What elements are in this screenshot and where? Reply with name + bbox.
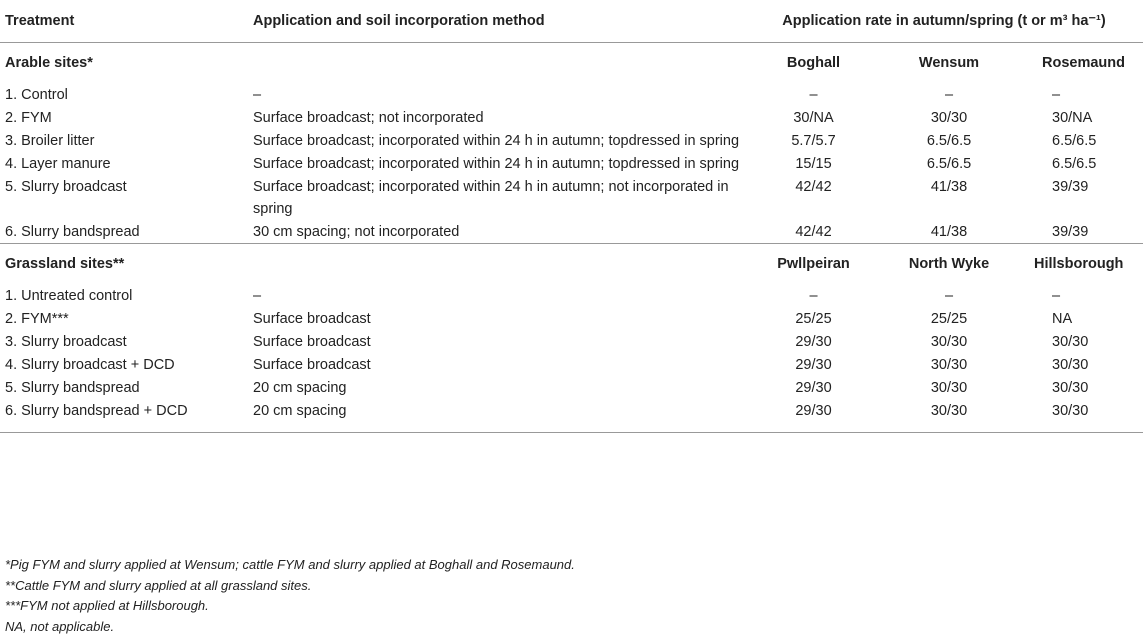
treatment-cell: 1. Untreated control (0, 284, 248, 307)
method-cell: Surface broadcast; incorporated within 24 h in autumn; not incorporated in spring (248, 175, 745, 220)
footnote: *Pig FYM and slurry applied at Wensum; cattle FYM and slurry applied at Boghall and Rosemaund. (5, 555, 575, 576)
site-header: Pwllpeiran (745, 244, 882, 285)
rate-cell: 30/30 (1016, 330, 1143, 353)
section-title: Arable sites* (0, 43, 745, 84)
rate-cell: 6.5/6.5 (882, 152, 1016, 175)
table-row (0, 175, 1143, 220)
treatment-cell: 2. FYM (0, 106, 248, 129)
rate-cell: 29/30 (745, 399, 882, 433)
method-cell: Surface broadcast (248, 307, 745, 330)
treatment-cell: 3. Slurry broadcast (0, 330, 248, 353)
rate-cell: 6.5/6.5 (882, 129, 1016, 152)
rate-cell: 30/30 (882, 376, 1016, 399)
rate-cell: 30/NA (1016, 106, 1143, 129)
method-cell: – (248, 83, 745, 106)
rate-cell: 30/30 (1016, 376, 1143, 399)
method-cell: – (248, 284, 745, 307)
treatment-cell: 6. Slurry bandspread (0, 220, 248, 244)
treatment-cell: 5. Slurry broadcast (0, 175, 248, 220)
rate-cell: 42/42 (745, 175, 882, 220)
rate-cell: – (1016, 83, 1143, 106)
rate-cell: 6.5/6.5 (1016, 152, 1143, 175)
rate-cell: 30/30 (882, 353, 1016, 376)
footnote: NA, not applicable. (5, 617, 575, 637)
table-row (0, 83, 1143, 106)
rate-cell: 15/15 (745, 152, 882, 175)
site-header: Rosemaund (1016, 43, 1143, 84)
site-header: North Wyke (882, 244, 1016, 285)
section-title: Grassland sites** (0, 244, 745, 285)
treatment-cell: 1. Control (0, 83, 248, 106)
method-cell: Surface broadcast; not incorporated (248, 106, 745, 129)
method-cell: 20 cm spacing (248, 376, 745, 399)
table-row (0, 284, 1143, 307)
treatment-cell: 4. Slurry broadcast + DCD (0, 353, 248, 376)
rate-cell: – (1016, 284, 1143, 307)
treatment-cell: 2. FYM*** (0, 307, 248, 330)
method-cell: 30 cm spacing; not incorporated (248, 220, 745, 244)
rate-cell: 30/30 (882, 106, 1016, 129)
site-header: Hillsborough (1016, 244, 1143, 285)
table-row (0, 106, 1143, 129)
method-cell: 20 cm spacing (248, 399, 745, 433)
rate-cell: 25/25 (745, 307, 882, 330)
section-arable (0, 43, 1143, 84)
header-treatment: Treatment (0, 0, 248, 43)
rate-cell: 42/42 (745, 220, 882, 244)
rate-cell: – (745, 83, 882, 106)
rate-cell: 30/30 (1016, 399, 1143, 433)
header-rate: Application rate in autumn/spring (t or m³ ha⁻¹) (745, 0, 1143, 43)
rate-cell: 30/30 (882, 399, 1016, 433)
rate-cell: 30/30 (882, 330, 1016, 353)
rate-cell: 29/30 (745, 376, 882, 399)
method-cell: Surface broadcast; incorporated within 24 h in autumn; topdressed in spring (248, 152, 745, 175)
header-row (0, 0, 1143, 43)
rate-cell: 41/38 (882, 220, 1016, 244)
rate-cell: 25/25 (882, 307, 1016, 330)
rate-cell: 41/38 (882, 175, 1016, 220)
table-row (0, 152, 1143, 175)
rate-cell: 29/30 (745, 330, 882, 353)
site-header: Boghall (745, 43, 882, 84)
table-row (0, 376, 1143, 399)
rate-cell: 39/39 (1016, 220, 1143, 244)
rate-cell: NA (1016, 307, 1143, 330)
table-row (0, 399, 1143, 433)
footnote: **Cattle FYM and slurry applied at all grassland sites. (5, 576, 575, 597)
rate-cell: 29/30 (745, 353, 882, 376)
method-cell: Surface broadcast (248, 353, 745, 376)
footnotes (5, 555, 575, 637)
rate-cell: 30/30 (1016, 353, 1143, 376)
table-row (0, 307, 1143, 330)
method-cell: Surface broadcast; incorporated within 24 h in autumn; topdressed in spring (248, 129, 745, 152)
treatment-cell: 4. Layer manure (0, 152, 248, 175)
table-row (0, 220, 1143, 244)
rate-cell: 6.5/6.5 (1016, 129, 1143, 152)
table-row (0, 330, 1143, 353)
rate-cell: 30/NA (745, 106, 882, 129)
table-row (0, 129, 1143, 152)
section-grassland (0, 244, 1143, 285)
treatment-cell: 5. Slurry bandspread (0, 376, 248, 399)
site-header: Wensum (882, 43, 1016, 84)
rate-cell: 39/39 (1016, 175, 1143, 220)
header-method: Application and soil incorporation method (248, 0, 745, 43)
footnote: ***FYM not applied at Hillsborough. (5, 596, 575, 617)
rate-cell: 5.7/5.7 (745, 129, 882, 152)
rate-cell: – (745, 284, 882, 307)
method-cell: Surface broadcast (248, 330, 745, 353)
treatment-cell: 6. Slurry bandspread + DCD (0, 399, 248, 433)
rate-cell: – (882, 83, 1016, 106)
table-row (0, 353, 1143, 376)
rate-cell: – (882, 284, 1016, 307)
treatment-cell: 3. Broiler litter (0, 129, 248, 152)
